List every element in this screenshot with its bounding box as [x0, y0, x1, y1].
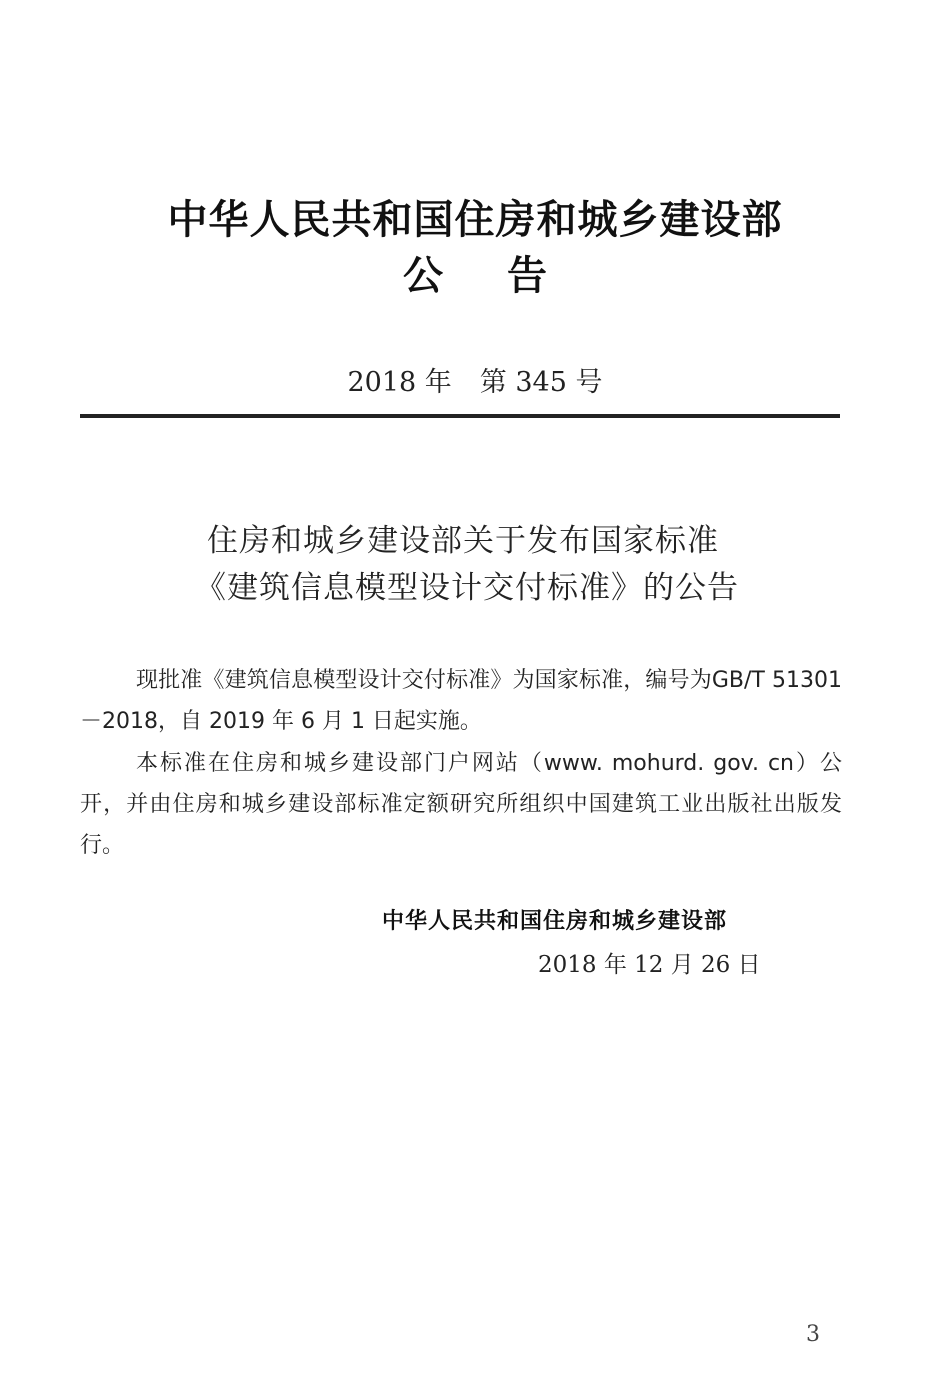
body-paragraph-2: 本标准在住房和城乡建设部门户网站（www. mohurd. gov. cn）公开，并由住房和城乡建设部标准定额研究所组织中国建筑工业出版社出版发行。	[80, 751, 842, 858]
signature-date: 2018 年 12 月 26 日	[538, 952, 761, 978]
document-type-heading: 公告	[403, 253, 611, 299]
issuer-heading: 中华人民共和国住房和城乡建设部	[167, 197, 783, 243]
document-year: 2018 年	[347, 367, 452, 398]
header-divider	[80, 414, 840, 418]
body-paragraph-1: 现批准《建筑信息模型设计交付标准》为国家标准，编号为GB/T 51301－2018，自 2019 年 6 月 1 日起实施。	[80, 668, 842, 734]
announcement-title-line-1: 住房和城乡建设部关于发布国家标准	[207, 523, 719, 559]
page-number: 3	[806, 1322, 820, 1347]
signature-organization: 中华人民共和国住房和城乡建设部	[382, 909, 728, 934]
document-number	[0, 360, 950, 399]
body-paragraph-1-container	[80, 660, 842, 742]
announcement-title-line-2: 《建筑信息模型设计交付标准》的公告	[195, 570, 739, 606]
document-serial: 第 345 号	[479, 367, 603, 398]
body-paragraph-2-container	[80, 743, 842, 866]
